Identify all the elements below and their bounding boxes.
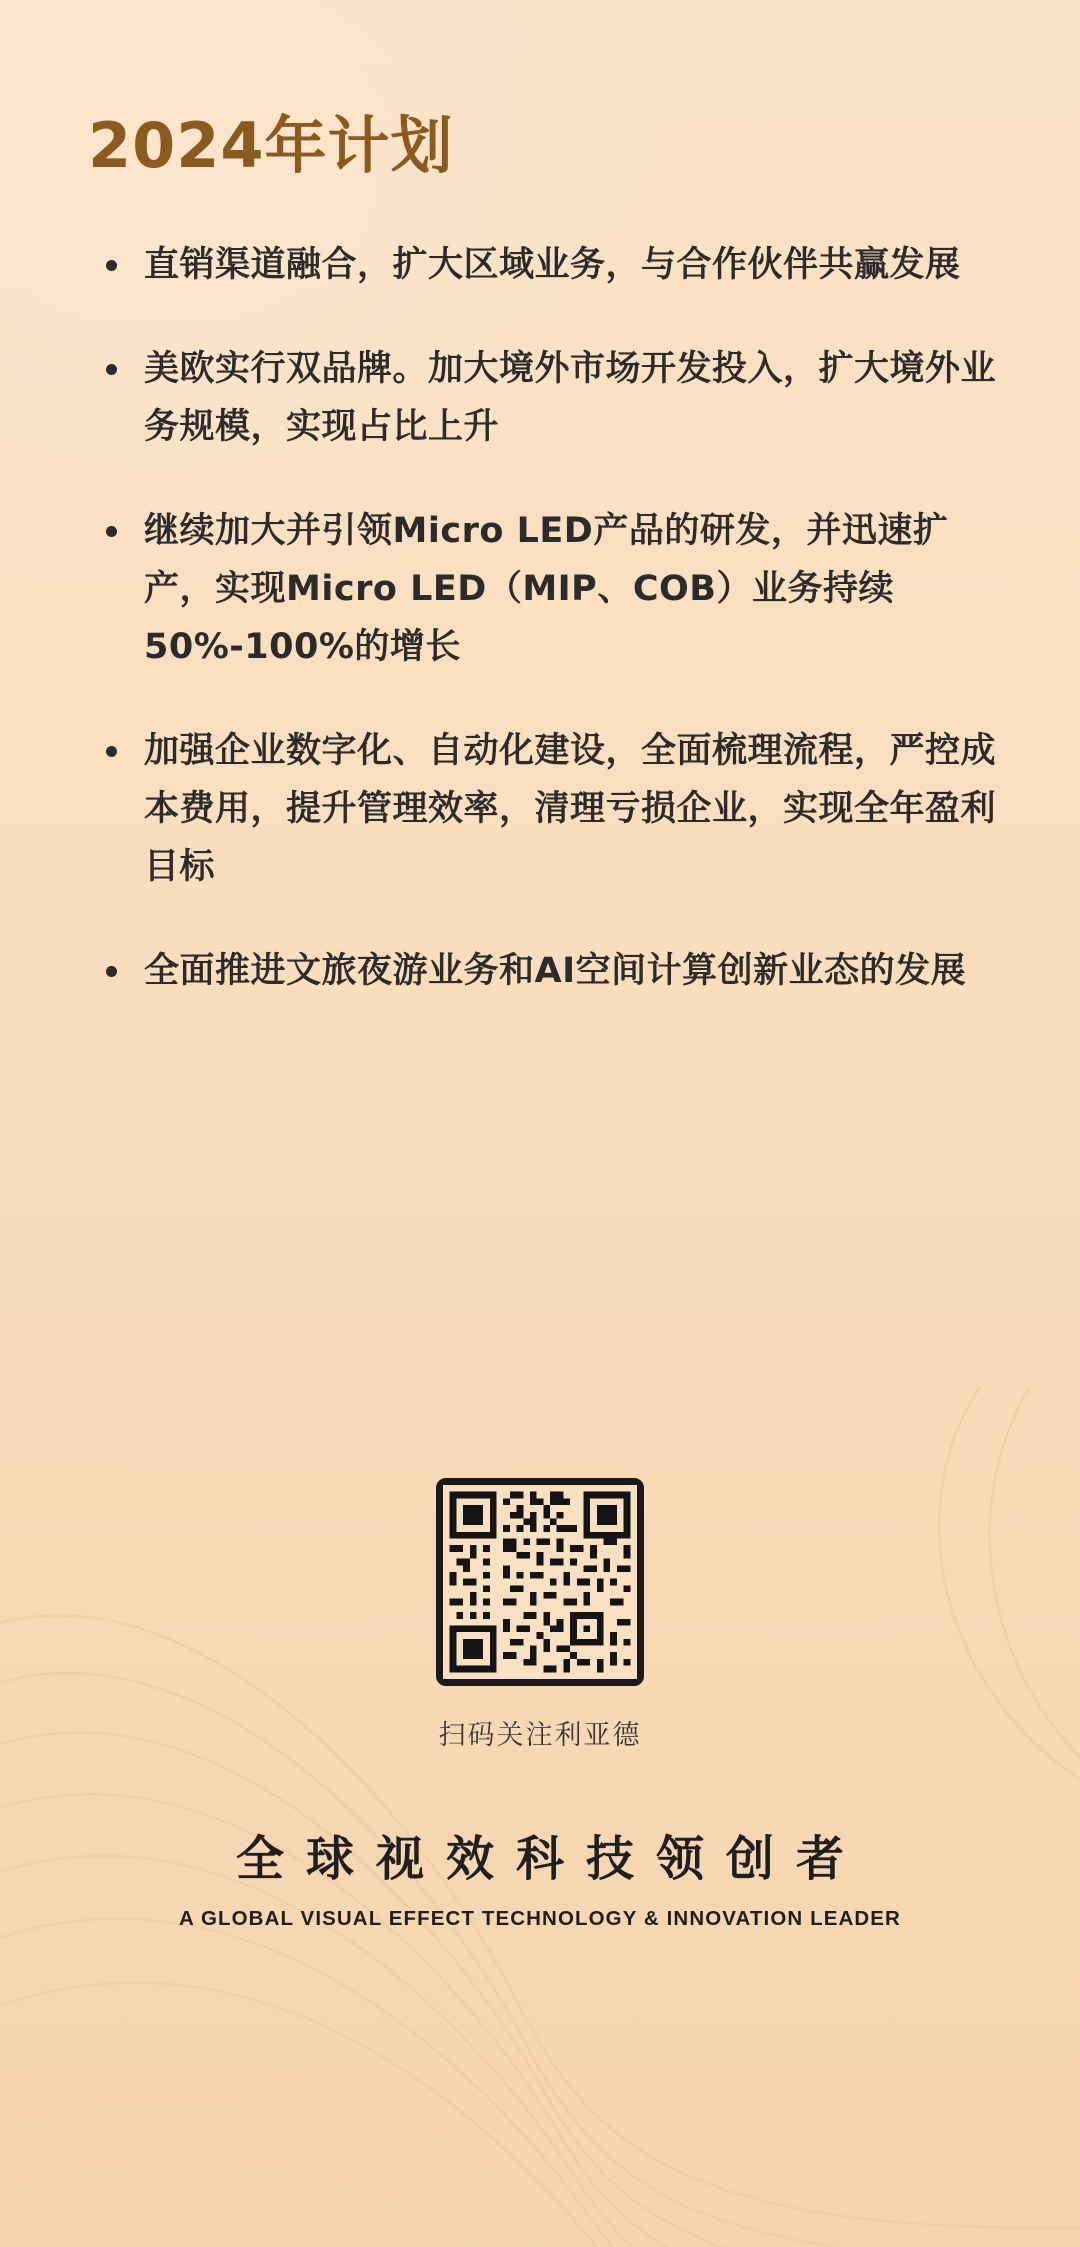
bullet-dot-icon — [106, 966, 117, 977]
list-item — [96, 722, 996, 896]
plan-bullet-list — [96, 236, 996, 1046]
list-item-text: 直销渠道融合，扩大区域业务，与合作伙伴共赢发展 — [144, 245, 961, 285]
list-item — [96, 340, 996, 456]
qr-caption: 扫码关注利亚德 — [438, 1720, 642, 1751]
bullet-dot-icon — [106, 260, 117, 271]
list-item — [96, 502, 996, 676]
list-item — [96, 942, 996, 1000]
list-item-text: 加强企业数字化、自动化建设，全面梳理流程，严控成本费用，提升管理效率，清理亏损企业，实现全年盈利目标 — [144, 731, 997, 887]
bullet-dot-icon — [106, 746, 117, 757]
qr-code-icon[interactable] — [436, 1478, 644, 1686]
slogan-chinese: 全球视效科技领创者 — [235, 1831, 866, 1887]
page-title: 2024年计划 — [88, 109, 454, 182]
list-item-text: 继续加大并引领Micro LED产品的研发，并迅速扩产，实现Micro LED（MIP、COB）业务持续50%-100%的增长 — [144, 511, 949, 667]
slogan-english: A GLOBAL VISUAL EFFECT TECHNOLOGY & INNOVATION LEADER — [179, 1907, 901, 1930]
qr-section — [0, 1478, 1080, 1752]
list-item — [96, 236, 996, 294]
list-item-text: 全面推进文旅夜游业务和AI空间计算创新业态的发展 — [144, 951, 967, 991]
bullet-dot-icon — [106, 364, 117, 375]
bullet-dot-icon — [106, 526, 117, 537]
footer-slogan — [0, 1820, 1080, 1931]
list-item-text: 美欧实行双品牌。加大境外市场开发投入，扩大境外业务规模，实现占比上升 — [144, 349, 997, 447]
